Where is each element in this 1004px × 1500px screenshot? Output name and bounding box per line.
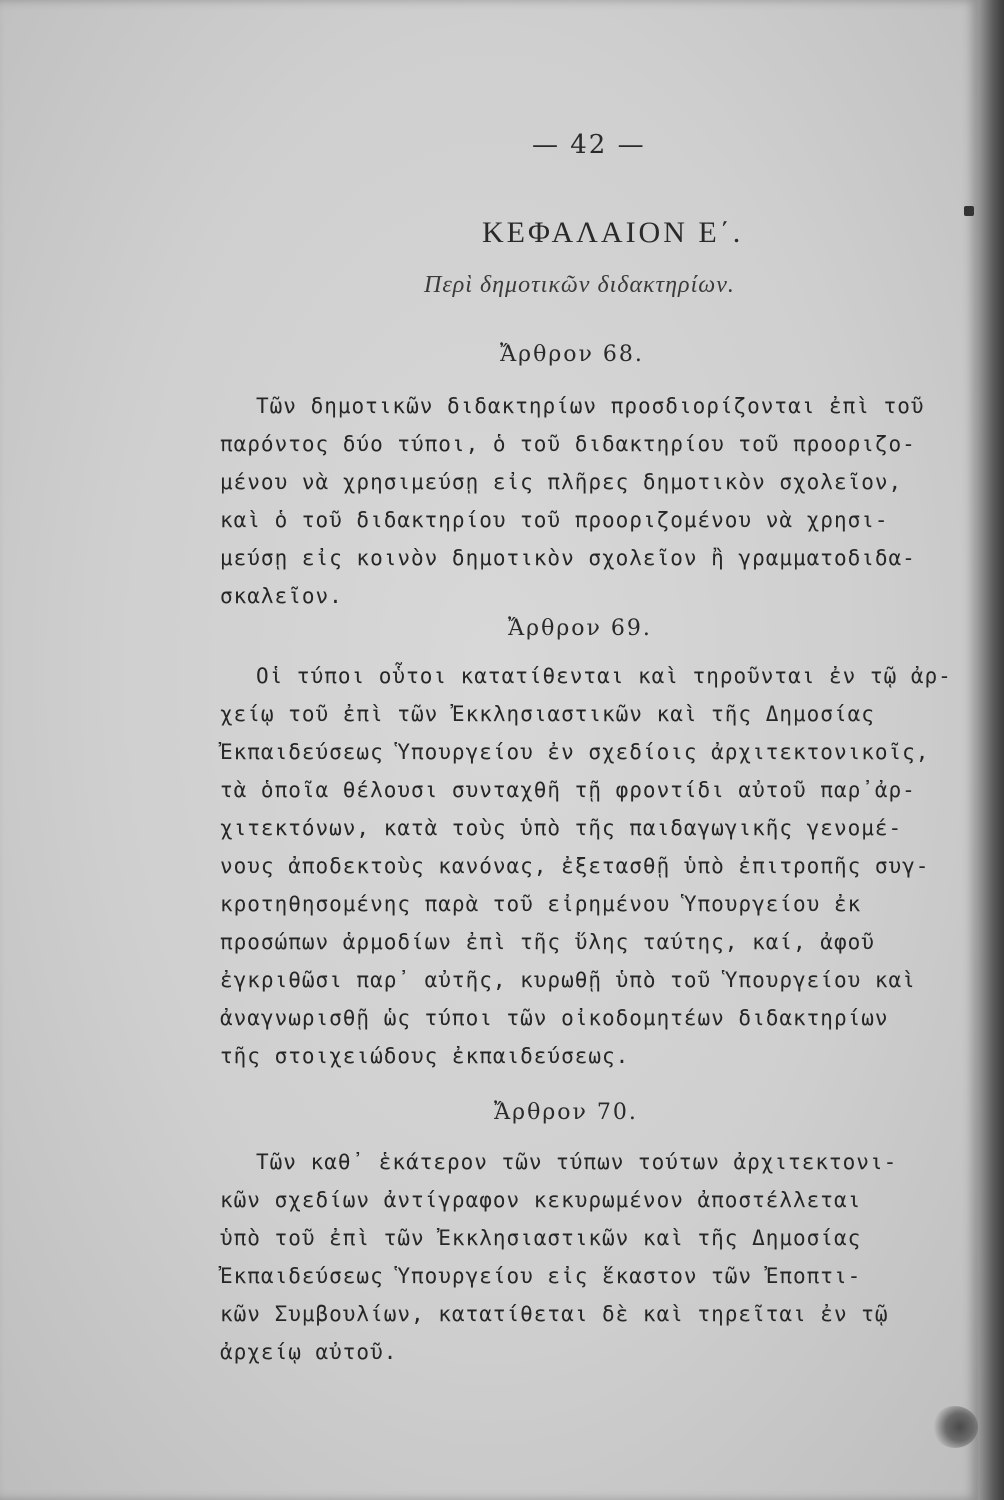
article-69-line: προσώπων ἁρμοδίων ἐπὶ τῆς ὕλης ταύτης, καί, ἀφοῦ bbox=[220, 930, 875, 954]
article-68-line: μεύσῃ εἰς κοινὸν δημοτικὸν σχολεῖον ἢ γραμματοδιδα- bbox=[220, 546, 916, 570]
article-68-line: σκαλεῖον. bbox=[220, 584, 343, 608]
article-69-heading: Ἄρθρον 69. bbox=[508, 616, 652, 641]
book-spine bbox=[978, 0, 1004, 1500]
page-number: — 42 — bbox=[532, 130, 646, 160]
article-69-line: ἐγκριθῶσι παρ᾽ αὐτῆς, κυρωθῇ ὑπὸ τοῦ Ὑπουργείου καὶ bbox=[220, 968, 916, 992]
article-69-line: νους ἀποδεκτοὺς κανόνας, ἐξετασθῇ ὑπὸ ἐπιτροπῆς συγ- bbox=[220, 854, 930, 878]
article-70-line: ἀρχείῳ αὐτοῦ. bbox=[220, 1340, 398, 1364]
article-70-line: Τῶν καθ᾽ ἑκάτερον τῶν τύπων τούτων ἀρχιτεκτονι- bbox=[256, 1150, 898, 1174]
ink-smudge bbox=[932, 1406, 978, 1448]
ink-stain bbox=[964, 206, 974, 216]
article-68-line: παρόντος δύο τύποι, ὁ τοῦ διδακτηρίου τοῦ προοριζο- bbox=[220, 432, 916, 456]
article-69-line: κροτηθησομένης παρὰ τοῦ εἰρημένου Ὑπουργείου ἐκ bbox=[220, 892, 862, 916]
article-70-heading: Ἄρθρον 70. bbox=[494, 1100, 638, 1125]
article-68-line: καὶ ὁ τοῦ διδακτηρίου τοῦ προοριζομένου νὰ χρησι- bbox=[220, 508, 889, 532]
article-69-line: χιτεκτόνων, κατὰ τοὺς ὑπὸ τῆς παιδαγωγικῆς γενομέ- bbox=[220, 816, 903, 840]
article-69-line: Ἐκπαιδεύσεως Ὑπουργείου ἐν σχεδίοις ἀρχιτεκτονικοῖς, bbox=[220, 740, 930, 764]
article-68-heading: Ἄρθρον 68. bbox=[500, 342, 644, 367]
article-70-line: κῶν Συμβουλίων, κατατίθεται δὲ καὶ τηρεῖται ἐν τῷ bbox=[220, 1302, 889, 1326]
chapter-subtitle: Περὶ δημοτικῶν διδακτηρίων. bbox=[424, 272, 735, 298]
article-69-line: Οἱ τύποι οὗτοι κατατίθενται καὶ τηροῦνται ἐν τῷ ἀρ- bbox=[256, 664, 952, 688]
article-68-line: μένου νὰ χρησιμεύσῃ εἰς πλῆρες δημοτικὸν σχολεῖον, bbox=[220, 470, 903, 494]
article-70-line: ὑπὸ τοῦ ἐπὶ τῶν Ἐκκλησιαστικῶν καὶ τῆς Δημοσίας bbox=[220, 1226, 862, 1250]
article-69-line: ἀναγνωρισθῇ ὡς τύποι τῶν οἰκοδομητέων διδακτηρίων bbox=[220, 1006, 889, 1030]
article-70-line: Ἐκπαιδεύσεως Ὑπουργείου εἰς ἕκαστον τῶν Ἐποπτι- bbox=[220, 1264, 862, 1288]
article-69-line: τῆς στοιχειώδους ἐκπαιδεύσεως. bbox=[220, 1044, 630, 1068]
article-70-line: κῶν σχεδίων ἀντίγραφον κεκυρωμένον ἀποστέλλεται bbox=[220, 1188, 862, 1212]
article-68-line: Τῶν δημοτικῶν διδακτηρίων προσδιορίζονται ἐπὶ τοῦ bbox=[256, 394, 925, 418]
article-69-line: τὰ ὁποῖα θέλουσι συνταχθῆ τῇ φροντίδι αὐτοῦ παρ᾽ἀρ- bbox=[220, 778, 916, 802]
article-69-line: χείῳ τοῦ ἐπὶ τῶν Ἐκκλησιαστικῶν καὶ τῆς Δημοσίας bbox=[220, 702, 875, 726]
chapter-title: ΚΕΦΑΛΑΙΟΝ Ε΄. bbox=[482, 216, 744, 249]
